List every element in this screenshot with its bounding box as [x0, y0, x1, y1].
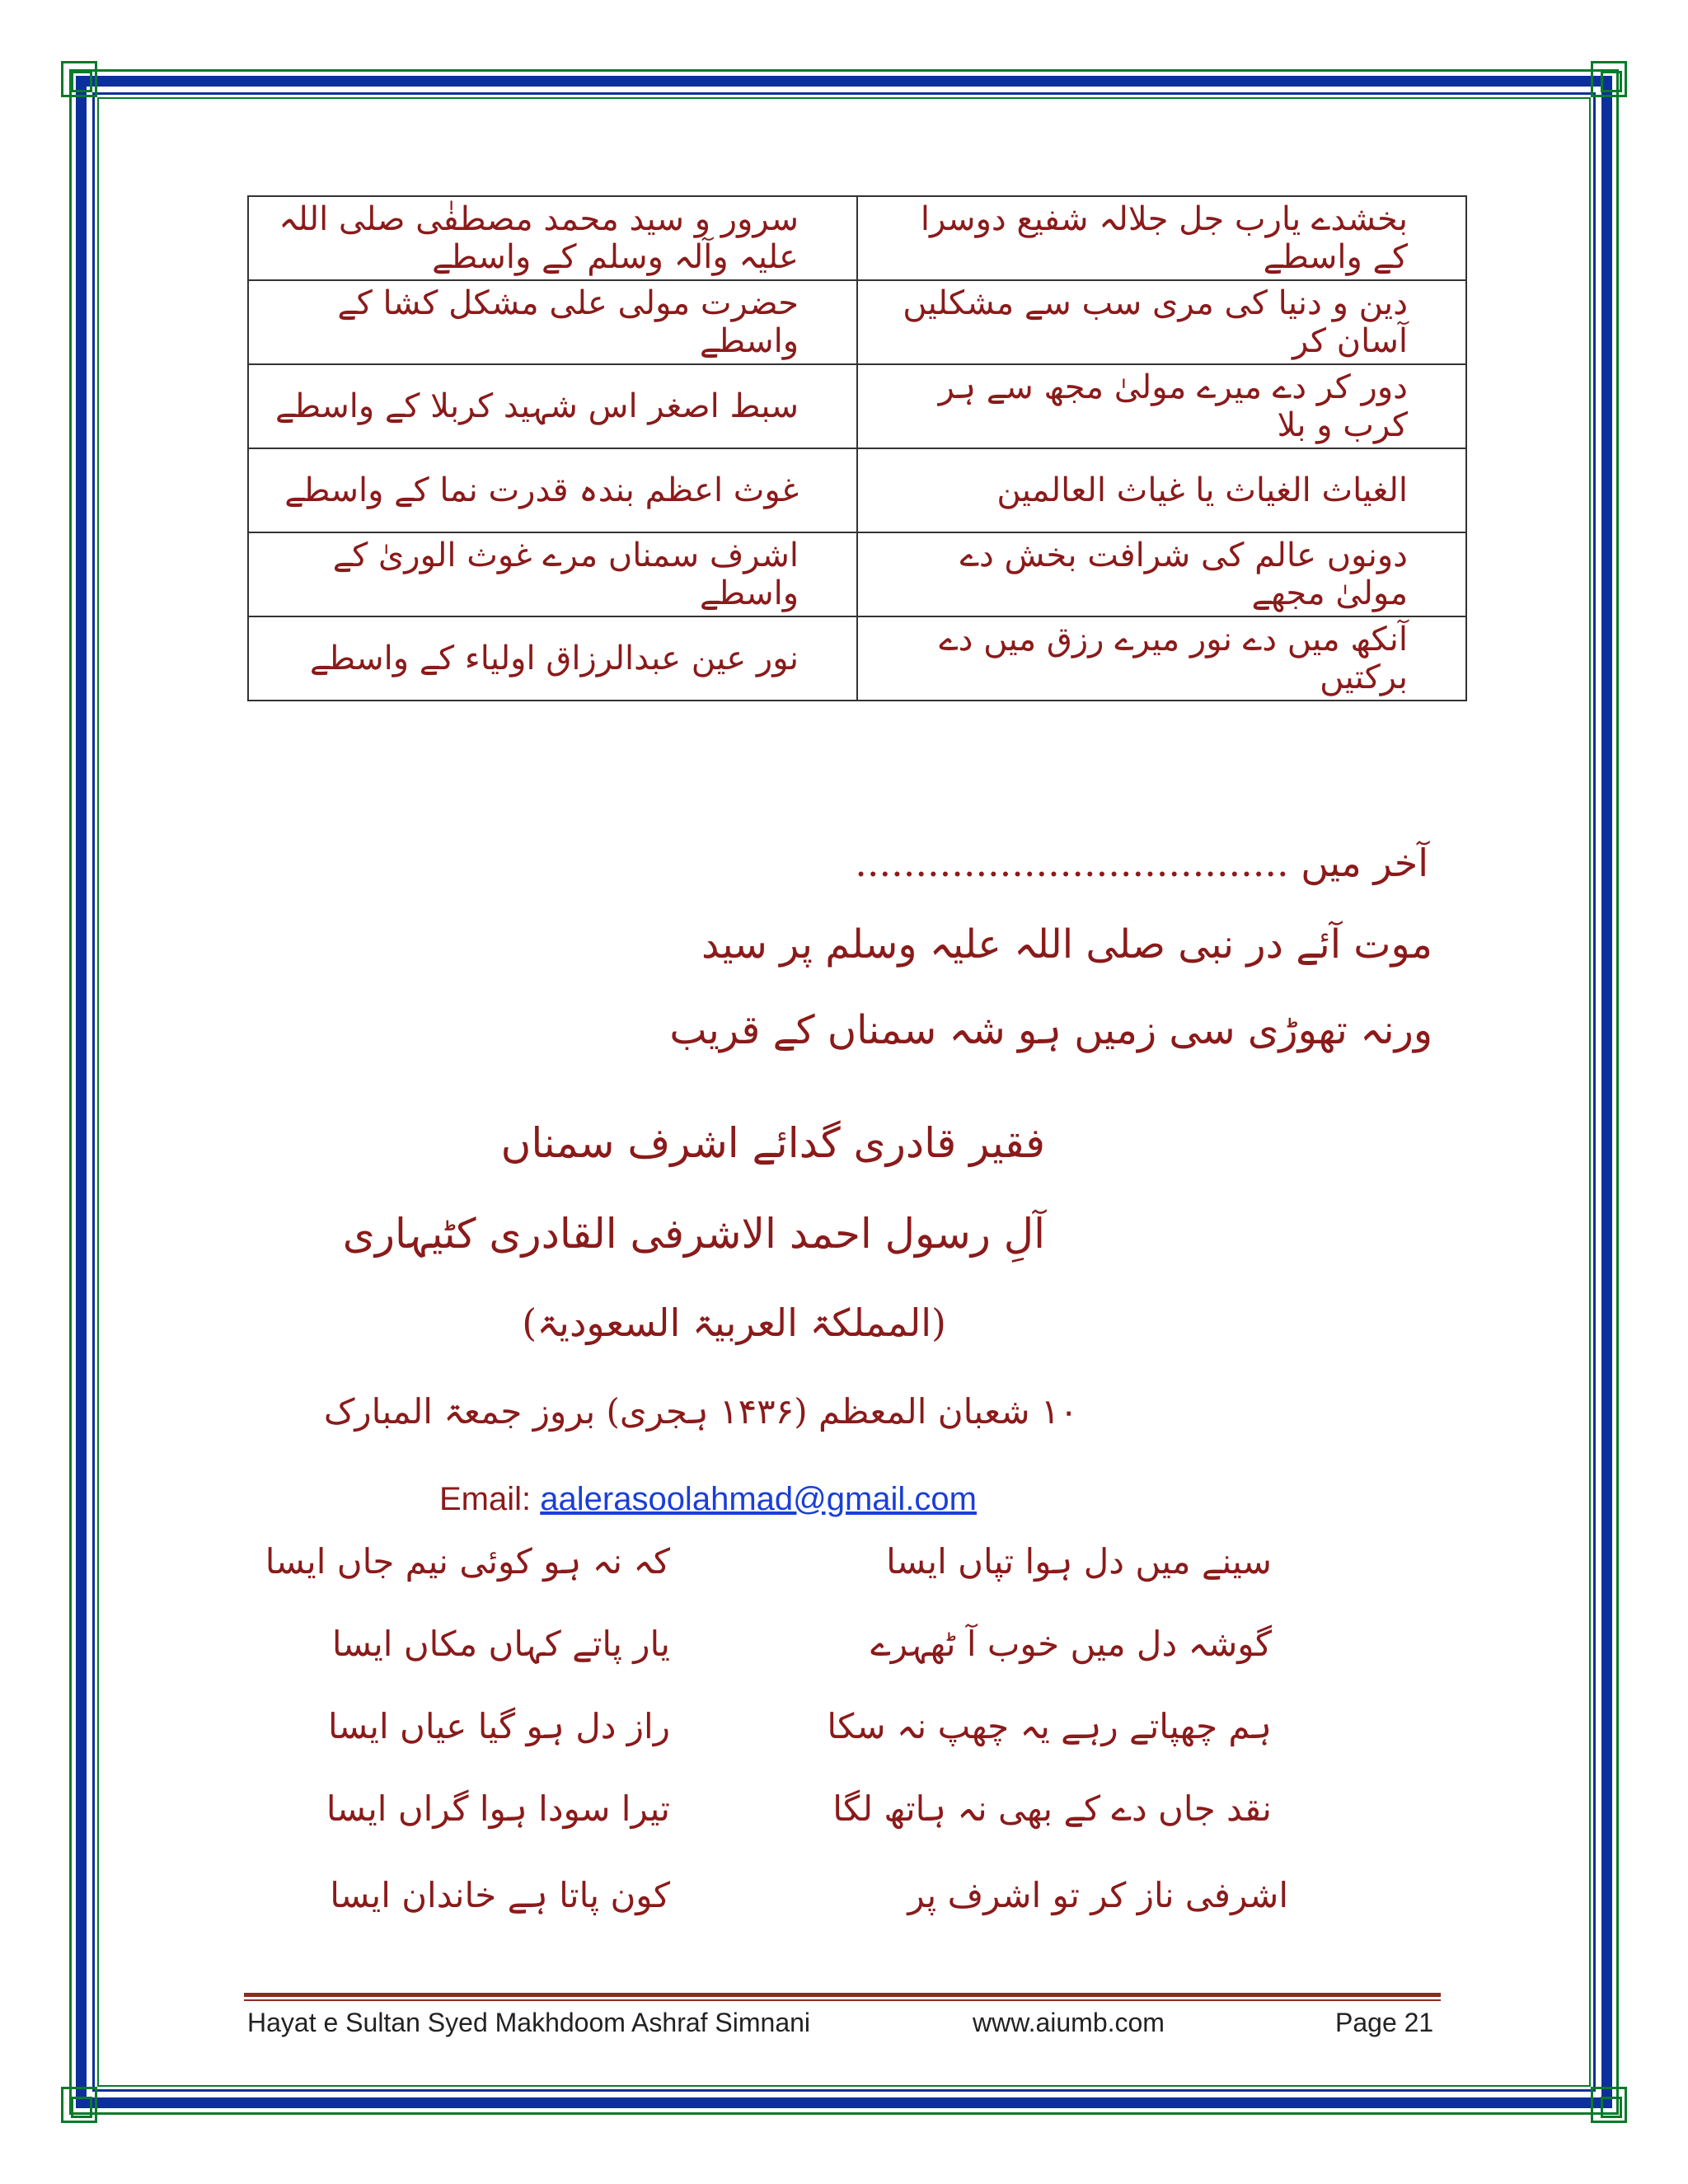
table-cell-left: سبط اصغر اس شہید کربلا کے واسطے [248, 364, 857, 448]
couplet-left: کون پاتا ہے خاندان ایسا [330, 1875, 670, 1915]
table-cell-left: اشرف سمناں مرے غوث الوریٰ کے واسطے [248, 532, 857, 616]
couplet-left: تیرا سودا ہوا گراں ایسا [326, 1788, 670, 1829]
couplet-left: کہ نہ ہو کوئی نیم جاں ایسا [265, 1541, 670, 1582]
ending-line-2: ورنہ تھوڑی سی زمیں ہو شہ سمناں کے قریب [669, 1007, 1432, 1053]
table-row [248, 280, 1466, 364]
table-cell-right: آنکھ میں دے نور میرے رزق میں دے برکتیں [857, 616, 1466, 701]
couplet-right: نقد جاں دے کے بھی نہ ہاتھ لگا [832, 1788, 1272, 1829]
table-row [248, 364, 1466, 448]
couplet-right: گوشہ دل میں خوب آ ٹھہرے [870, 1624, 1272, 1664]
footer-page-number: Page 21 [1335, 2008, 1434, 2037]
table-cell-left: نور عین عبدالرزاق اولیاء کے واسطے [248, 616, 857, 701]
table-cell-left: غوث اعظم بندہ قدرت نما کے واسطے [248, 448, 857, 532]
table-cell-right: دور کر دے میرے مولیٰ مجھ سے ہر کرب و بلا [857, 364, 1466, 448]
ending-line-1: موت آئے در نبی صلی اللہ علیہ وسلم پر سید [701, 921, 1432, 968]
corner-ornament-bottom-left [61, 2087, 97, 2123]
email-label: Email: [438, 1481, 532, 1517]
signature-line-1: فقیر قادری گدائے اشرف سمناں [500, 1119, 1045, 1167]
footer-rule [244, 1993, 1441, 1997]
corner-ornament-top-right [1591, 61, 1627, 97]
footer-rule-thin [244, 1999, 1441, 2001]
table-cell-right: الغیاث الغیاث یا غیاث العالمین [857, 448, 1466, 532]
table-cell-left: حضرت مولی علی مشکل کشا کے واسطے [248, 280, 857, 364]
table-cell-right: دین و دنیا کی مری سب سے مشکلیں آسان کر [857, 280, 1466, 364]
poem-table [247, 195, 1467, 701]
email-line [0, 1481, 1688, 1518]
footer-title: Hayat e Sultan Syed Makhdoom Ashraf Simnani [247, 2008, 811, 2037]
table-cell-right: بخشدے یارب جل جلالہ شفیع دوسرا کے واسطے [857, 196, 1466, 280]
couplet-right: سینے میں دل ہوا تپاں ایسا [886, 1541, 1272, 1582]
footer-website: www.aiumb.com [973, 2008, 1165, 2037]
corner-ornament-top-left [61, 61, 97, 97]
couplet-right: اشرفی ناز کر تو اشرف پر [907, 1875, 1288, 1915]
signature-date: ۱۰ شعبان المعظم (۱۴۳۶ ہجری) بروز جمعۃ المبارک [323, 1391, 1078, 1432]
couplet-left: یار پاتے کہاں مکاں ایسا [331, 1624, 670, 1664]
signature-line-2: آلِ رسول احمد الاشرفی القادری کٹیہاری [342, 1210, 1045, 1258]
table-row [248, 448, 1466, 532]
couplet-right: ہم چھپاتے رہے یہ چھپ نہ سکا [827, 1706, 1272, 1746]
table-row [248, 196, 1466, 280]
table-row [248, 532, 1466, 616]
corner-ornament-bottom-right [1591, 2087, 1627, 2123]
table-cell-right: دونوں عالم کی شرافت بخش دے مولیٰ مجھے [857, 532, 1466, 616]
email-link[interactable]: aalerasoolahmad@gmail.com [540, 1481, 977, 1517]
signature-location: (المملکۃ العربیۃ السعودیۃ) [522, 1301, 946, 1345]
couplet-left: راز دل ہو گیا عیاں ایسا [328, 1706, 670, 1746]
table-cell-left: سرور و سید محمد مصطفٰی صلی اللہ علیہ وآلہ وسلم کے واسطے [248, 196, 857, 280]
ending-heading: آخر میں .................................... [855, 841, 1428, 885]
table-row [248, 616, 1466, 701]
